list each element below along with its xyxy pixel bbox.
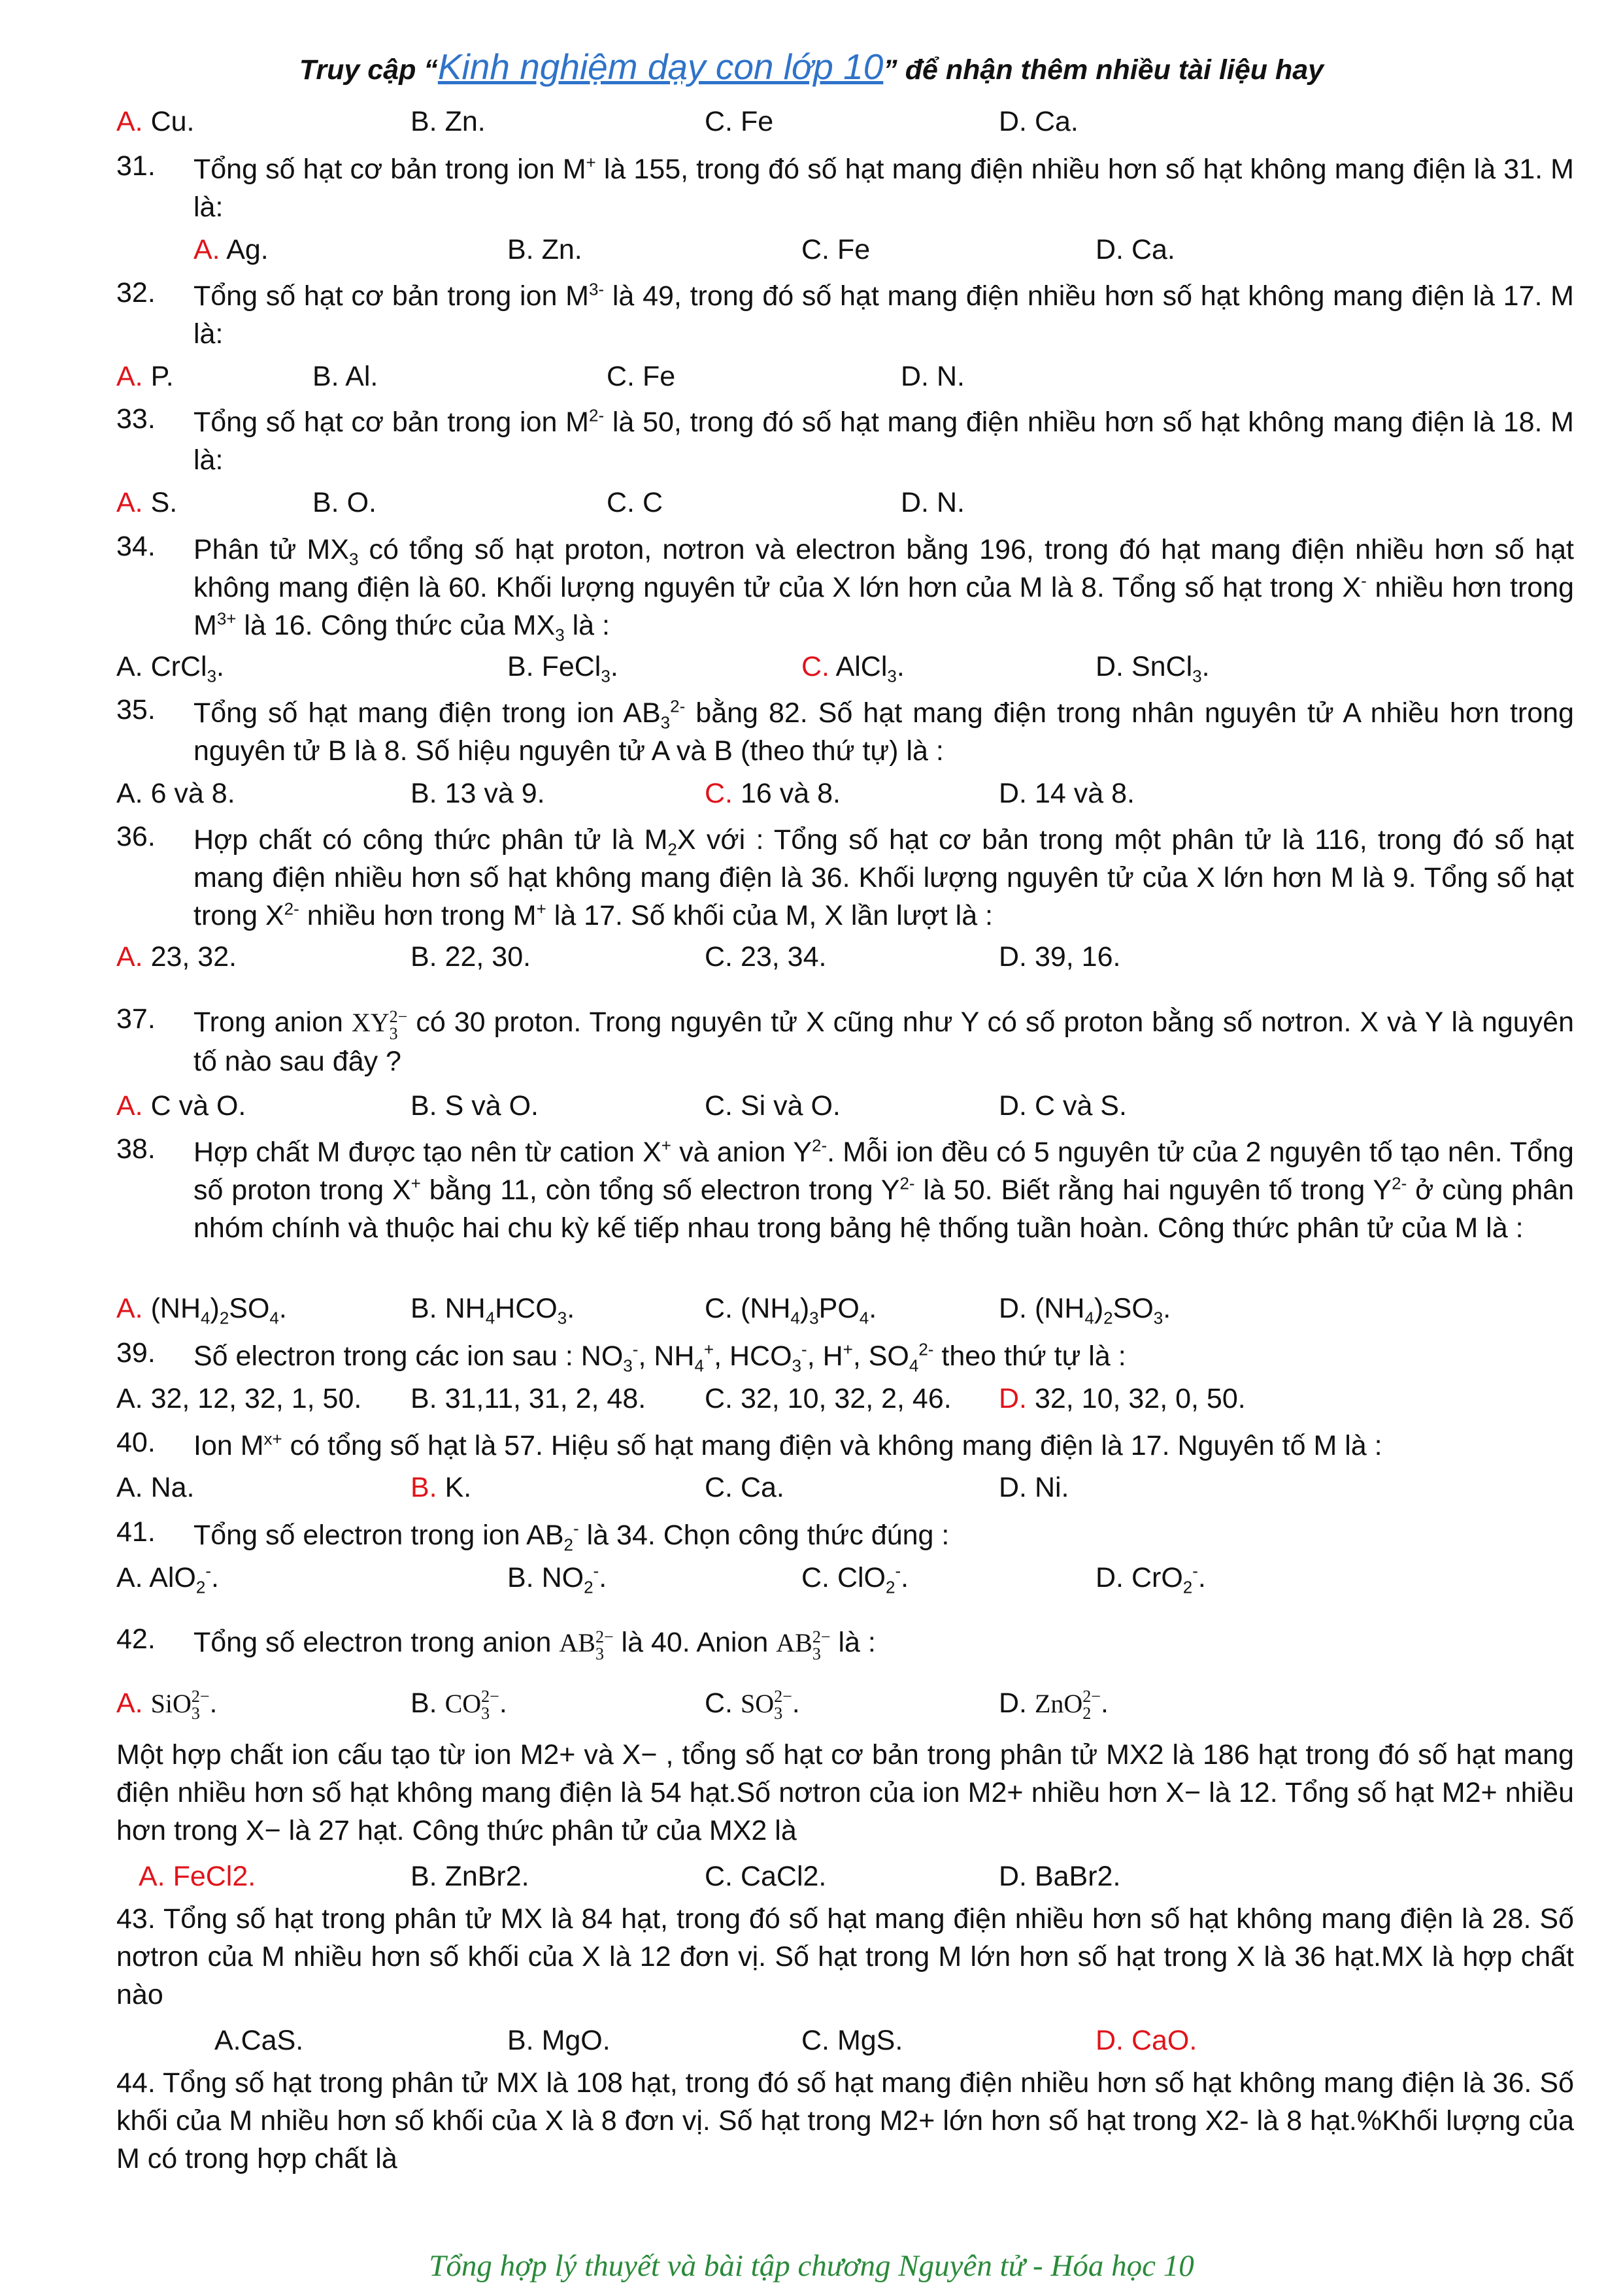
option-b: B. S và O.	[410, 1090, 539, 1122]
question-33: 33. Tổng số hạt cơ bản trong ion $M^{2-}$ là 50, trong đó số hạt mang điện nhiều hơn số hạt không mang điện là 18. M là:	[116, 403, 1574, 476]
option-b: B. 22, 30.	[410, 941, 531, 973]
option-a: A. FeCl2.	[139, 1861, 256, 1892]
option-c: C. Fe	[705, 106, 774, 137]
option-c: C. 32, 10, 32, 2, 46.	[705, 1383, 952, 1414]
option-d: D. C và S.	[999, 1090, 1127, 1122]
option-a: A.CaS.	[214, 2025, 304, 2056]
option-c: C. AlCl$_3$.	[801, 651, 905, 686]
option-d: D. SnCl$_3$.	[1096, 651, 1210, 686]
option-d: D. 32, 10, 32, 0, 50.	[999, 1383, 1246, 1414]
question-40: 40. Ion $M^{x+}$ có tổng số hạt là 57. Hiệu số hạt mang điện và không mang điện là 17. Nguyên tố M là :	[116, 1427, 1382, 1461]
option-a: A. S.	[116, 487, 178, 518]
option-d: D. Ni.	[999, 1472, 1069, 1503]
question-43: 43. Tổng số hạt trong phân tử MX là 84 hạt, trong đó số hạt mang điện nhiều hơn số hạt không mang điện là 28. Số nơtron của M nhiều hơn số khối của X là 12 đơn vị. Số hạt trong M lớn hơn số hạt trong X là 36 hạt.MX là hợp chất nào	[116, 1903, 1574, 2010]
option-d: D. Ca.	[999, 106, 1079, 137]
question-34: 34. Phân tử $MX_3$ có tổng số hạt proton, nơtron và electron bằng 196, trong đó hạt mang điện nhiều hơn số hạt không mang điện là 60. Khối lượng nguyên tử của X lớn hơn của M là 8. Tổng số hạt trong X- nhiều hơn trong $M^{3+}$ là 16. Công thức của $MX_3$ là :	[116, 531, 1575, 645]
option-c: C. ClO$_2$-.	[801, 1561, 909, 1597]
option-d: D. N.	[901, 487, 965, 518]
option-c: C. 16 và 8.	[705, 778, 841, 809]
option-a: A. P.	[116, 361, 174, 392]
option-a: A. C và O.	[116, 1090, 246, 1122]
option-d: D. CaO.	[1096, 2025, 1197, 2056]
option-a: A. $(NH_4)_2SO_4$.	[116, 1293, 287, 1328]
question-extra: Một hợp chất ion cấu tạo từ ion M2+ và X− , tổng số hạt cơ bản trong phân tử MX2 là 186 hạt trong đó số hạt mang điện nhiều hơn số hạt không mang điện là 54 hạt.Số nơtron của ion M2+ nhiều hơn X− là 12. Tổng số hạt M2+ nhiều hơn trong X− là 27 hạt. Công thức phân tử của MX2 là	[116, 1739, 1574, 1846]
option-b: B. FeCl$_3$.	[507, 651, 618, 686]
option-c: C. Fe	[607, 361, 676, 392]
question-44: 44. Tổng số hạt trong phân tử MX là 108 hạt, trong đó số hạt mang điện nhiều hơn số hạt không mang điện là 36. Số khối của M nhiều hơn số khối của X là 8 đơn vị. Số hạt trong M2+ lớn hơn số hạt trong X2- là 8 hạt.%Khối lượng của M có trong hợp chất là	[116, 2067, 1574, 2174]
option-a: A. 6 và 8.	[116, 778, 235, 809]
question-35: 35. Tổng số hạt mang điện trong ion $AB_3^{2-}$ bằng 82. Số hạt mang điện trong nhân nguyên tử A nhiều hơn trong nguyên tử B là 8. Số hiệu nguyên tử A và B (theo thứ tự) là :	[116, 694, 1574, 767]
option-c: C. C	[607, 487, 663, 518]
option-b: B. Zn.	[507, 234, 582, 265]
option-c: C. Si và O.	[705, 1090, 841, 1122]
option-b: B. $NH_4HCO_3$.	[410, 1293, 575, 1328]
option-a: A. Cu.	[116, 106, 195, 137]
option-b: B. O.	[312, 487, 376, 518]
option-b: B. Al.	[312, 361, 378, 392]
option-d: D. CrO$_2$-.	[1096, 1561, 1206, 1597]
question-31: 31. Tổng số hạt cơ bản trong ion M+ là 155, trong đó số hạt mang điện nhiều hơn số hạt không mang điện là 31. M là:	[116, 150, 1574, 223]
option-a: A. Na.	[116, 1472, 195, 1503]
option-c: C. Ca.	[705, 1472, 784, 1503]
option-a: A. CrCl$_3$.	[116, 651, 224, 686]
option-b: B. CO2− 3 .	[410, 1686, 507, 1723]
option-a: A. 23, 32.	[116, 941, 237, 973]
page-header: Truy cập “Kinh nghiệm dạy con lớp 10” để nhận thêm nhiều tài liệu hay	[299, 46, 1324, 87]
question-41: 41. Tổng số electron trong ion $AB_2^-$ là 34. Chọn công thức đúng :	[116, 1516, 950, 1555]
option-b: B. $NO_2^-$.	[507, 1561, 607, 1597]
option-b: B. ZnBr2.	[410, 1861, 529, 1892]
option-b: B. 13 và 9.	[410, 778, 545, 809]
question-32: 32. Tổng số hạt cơ bản trong ion $M^{3-}$ là 49, trong đó số hạt mang điện nhiều hơn số hạt không mang điện là 17. M là:	[116, 277, 1574, 350]
option-b: B. 31,11, 31, 2, 48.	[410, 1383, 646, 1414]
formula-ab3: AB2− 3	[559, 1627, 614, 1663]
question-42: 42. Tổng số electron trong anion AB2− 3 là 40. Anion AB2− 3 là :	[116, 1623, 876, 1663]
formula-ab3-repeat: AB2− 3	[776, 1627, 831, 1663]
question-37: 37. Trong anion XY2− 3 có 30 proton. Trong nguyên tử X cũng như Y có số proton bằng số nơtron. X và Y là nguyên tố nào sau đây ?	[116, 1003, 1574, 1077]
option-b: B. Zn.	[410, 106, 486, 137]
formula-xy3: XY2− 3	[351, 1007, 408, 1043]
header-link[interactable]: Kinh nghiệm dạy con lớp 10	[437, 46, 884, 87]
option-d: D. ZnO2− 2 .	[999, 1686, 1109, 1723]
option-b: B. MgO.	[507, 2025, 611, 2056]
option-d: D. BaBr2.	[999, 1861, 1121, 1892]
option-c: C. MgS.	[801, 2025, 903, 2056]
option-c: C. Fe	[801, 234, 871, 265]
option-d: D. 39, 16.	[999, 941, 1121, 973]
option-c: C. 23, 34.	[705, 941, 827, 973]
option-d: D. 14 và 8.	[999, 778, 1135, 809]
option-c: C. $(NH_4)_3PO_4$.	[705, 1293, 877, 1328]
option-c: C. CaCl2.	[705, 1861, 827, 1892]
option-d: D. N.	[901, 361, 965, 392]
option-a: A. AlO$_2$-.	[116, 1561, 219, 1597]
option-c: C. SO2− 3 .	[705, 1686, 800, 1723]
option-a: A. Ag.	[193, 234, 269, 265]
option-a: A. 32, 12, 32, 1, 50.	[116, 1383, 362, 1414]
option-d: D. $(NH_4)_2SO_3$.	[999, 1293, 1171, 1328]
question-36: 36. Hợp chất có công thức phân tử là $M_2X$ với : Tổng số hạt cơ bản trong một phân tử là 116, trong đó số hạt mang điện nhiều hơn số hạt không mang điện là 36. Khối lượng nguyên tử của X lớn hơn M là 9. Tổng số hạt trong $X^{2-}$ nhiều hơn trong M+ là 17. Số khối của M, X lần lượt là :	[116, 821, 1575, 931]
option-a: A. SiO2− 3 .	[116, 1686, 218, 1723]
option-d: D. Ca.	[1096, 234, 1175, 265]
page-footer: Tổng hợp lý thuyết và bài tập chương Nguyên tử - Hóa học 10	[429, 2249, 1194, 2283]
option-b: B. K.	[410, 1472, 472, 1503]
question-38: 38. Hợp chất M được tạo nên từ cation X+ và anion $Y^{2-}$. Mỗi ion đều có 5 nguyên tử của 2 nguyên tố tạo nên. Tổng số proton trong X+ bằng 11, còn tổng số electron trong $Y^{2-}$ là 50. Biết rằng hai nguyên tố trong $Y^{2-}$ ở cùng phân nhóm chính và thuộc hai chu kỳ kế tiếp nhau trong bảng hệ thống tuần hoàn. Công thức phân tử của M là :	[116, 1133, 1574, 1244]
question-39: 39. Số electron trong các ion sau : $NO_3^-$, $NH_4^+$, $HCO_3^-$, H+, $SO_4^{2-}$ theo thứ tự là :	[116, 1337, 1126, 1376]
